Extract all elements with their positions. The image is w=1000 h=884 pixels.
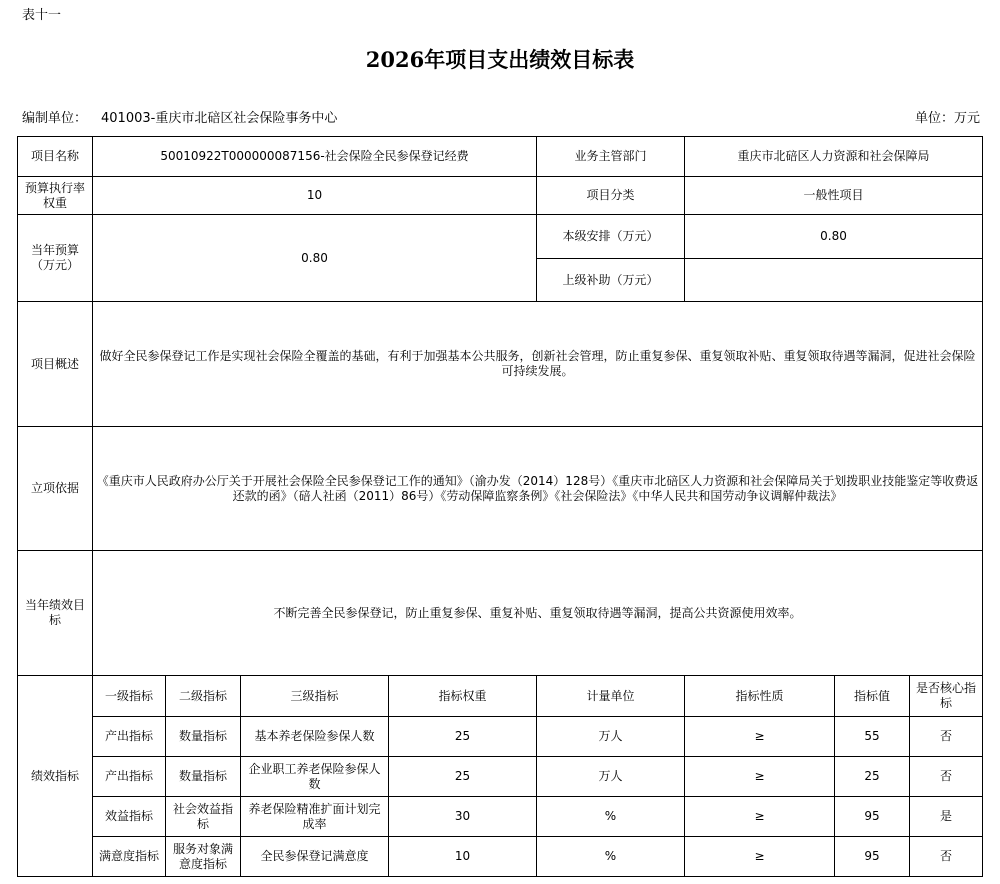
- level1-cell: 产出指标: [93, 717, 166, 757]
- value-cell: 25: [835, 757, 910, 797]
- header-cell: 计量单位: [537, 676, 685, 717]
- table-row: [18, 797, 983, 837]
- org-line: [22, 107, 337, 126]
- nature-cell: ≥: [685, 837, 835, 877]
- nature-cell: ≥: [685, 797, 835, 837]
- level2-cell: 社会效益指标: [166, 797, 241, 837]
- core-cell: 否: [910, 757, 983, 797]
- unit-label: 单位：万元: [914, 111, 980, 126]
- level3-cell: 养老保险精准扩面计划完成率: [241, 797, 389, 837]
- level1-cell: 效益指标: [93, 797, 166, 837]
- level2-cell: 数量指标: [166, 757, 241, 797]
- local-label: 本级安排（万元）: [537, 215, 685, 259]
- local-value: 0.80: [685, 215, 983, 259]
- weight-value: 10: [93, 177, 537, 215]
- org-label: 编制单位：: [22, 111, 88, 126]
- weight-cell: 30: [389, 797, 537, 837]
- header-cell: 指标值: [835, 676, 910, 717]
- weight-label: 预算执行率权重: [18, 177, 93, 215]
- header-cell: 指标性质: [685, 676, 835, 717]
- value-cell: 55: [835, 717, 910, 757]
- weight-cell: 25: [389, 717, 537, 757]
- header-cell: 二级指标: [166, 676, 241, 717]
- header-cell: 三级指标: [241, 676, 389, 717]
- level2-cell: 服务对象满意度指标: [166, 837, 241, 877]
- value-cell: 95: [835, 797, 910, 837]
- unit-cell: %: [537, 837, 685, 877]
- level3-cell: 企业职工养老保险参保人数: [241, 757, 389, 797]
- table-row: [18, 717, 983, 757]
- overview-text: 做好全民参保登记工作是实现社会保险全覆盖的基础，有利于加强基本公共服务，创新社会管理，防止重复参保、重复领取补贴、重复领取待遇等漏洞，促进社会保险可持续发展。: [93, 302, 983, 427]
- indicator-section-label: 绩效指标: [18, 676, 93, 877]
- budget-label: 当年预算（万元）: [18, 215, 93, 302]
- basis-label: 立项依据: [18, 427, 93, 551]
- core-cell: 是: [910, 797, 983, 837]
- level1-cell: 产出指标: [93, 757, 166, 797]
- value-cell: 95: [835, 837, 910, 877]
- upper-value: [685, 259, 983, 302]
- unit-cell: 万人: [537, 717, 685, 757]
- dept-label: 业务主管部门: [537, 137, 685, 177]
- upper-label: 上级补助（万元）: [537, 259, 685, 302]
- core-cell: 否: [910, 717, 983, 757]
- header-cell: 一级指标: [93, 676, 166, 717]
- category-label: 项目分类: [537, 177, 685, 215]
- weight-cell: 25: [389, 757, 537, 797]
- header-cell: 指标权重: [389, 676, 537, 717]
- goal-label: 当年绩效目标: [18, 551, 93, 676]
- unit-cell: 万人: [537, 757, 685, 797]
- nature-cell: ≥: [685, 757, 835, 797]
- table-row: [18, 837, 983, 877]
- table-number: 表十一: [22, 8, 62, 23]
- nature-cell: ≥: [685, 717, 835, 757]
- project-name-label: 项目名称: [18, 137, 93, 177]
- level2-cell: 数量指标: [166, 717, 241, 757]
- table-row: [18, 757, 983, 797]
- performance-table: [17, 136, 983, 877]
- level1-cell: 满意度指标: [93, 837, 166, 877]
- level3-cell: 全民参保登记满意度: [241, 837, 389, 877]
- core-cell: 否: [910, 837, 983, 877]
- category-value: 一般性项目: [685, 177, 983, 215]
- budget-value: 0.80: [93, 215, 537, 302]
- dept-value: 重庆市北碚区人力资源和社会保障局: [685, 137, 983, 177]
- goal-text: 不断完善全民参保登记，防止重复参保、重复补贴、重复领取待遇等漏洞，提高公共资源使用效率。: [93, 551, 983, 676]
- unit-cell: %: [537, 797, 685, 837]
- header-cell: 是否核心指标: [910, 676, 983, 717]
- overview-label: 项目概述: [18, 302, 93, 427]
- level3-cell: 基本养老保险参保人数: [241, 717, 389, 757]
- page-title: 2026年项目支出绩效目标表: [365, 47, 635, 72]
- project-name-value: 50010922T000000087156-社会保险全民参保登记经费: [93, 137, 537, 177]
- org-value: 401003-重庆市北碚区社会保险事务中心: [101, 111, 338, 126]
- weight-cell: 10: [389, 837, 537, 877]
- basis-text: 《重庆市人民政府办公厅关于开展社会保险全民参保登记工作的通知》（渝办发（2014）128号）《重庆市北碚区人力资源和社会保障局关于划拨职业技能鉴定等收费返还款的函》（碚人社函（2011）86号）《劳动保障监察条例》《社会保险法》《中华人民共和国劳动争议调解仲裁法》: [93, 427, 983, 551]
